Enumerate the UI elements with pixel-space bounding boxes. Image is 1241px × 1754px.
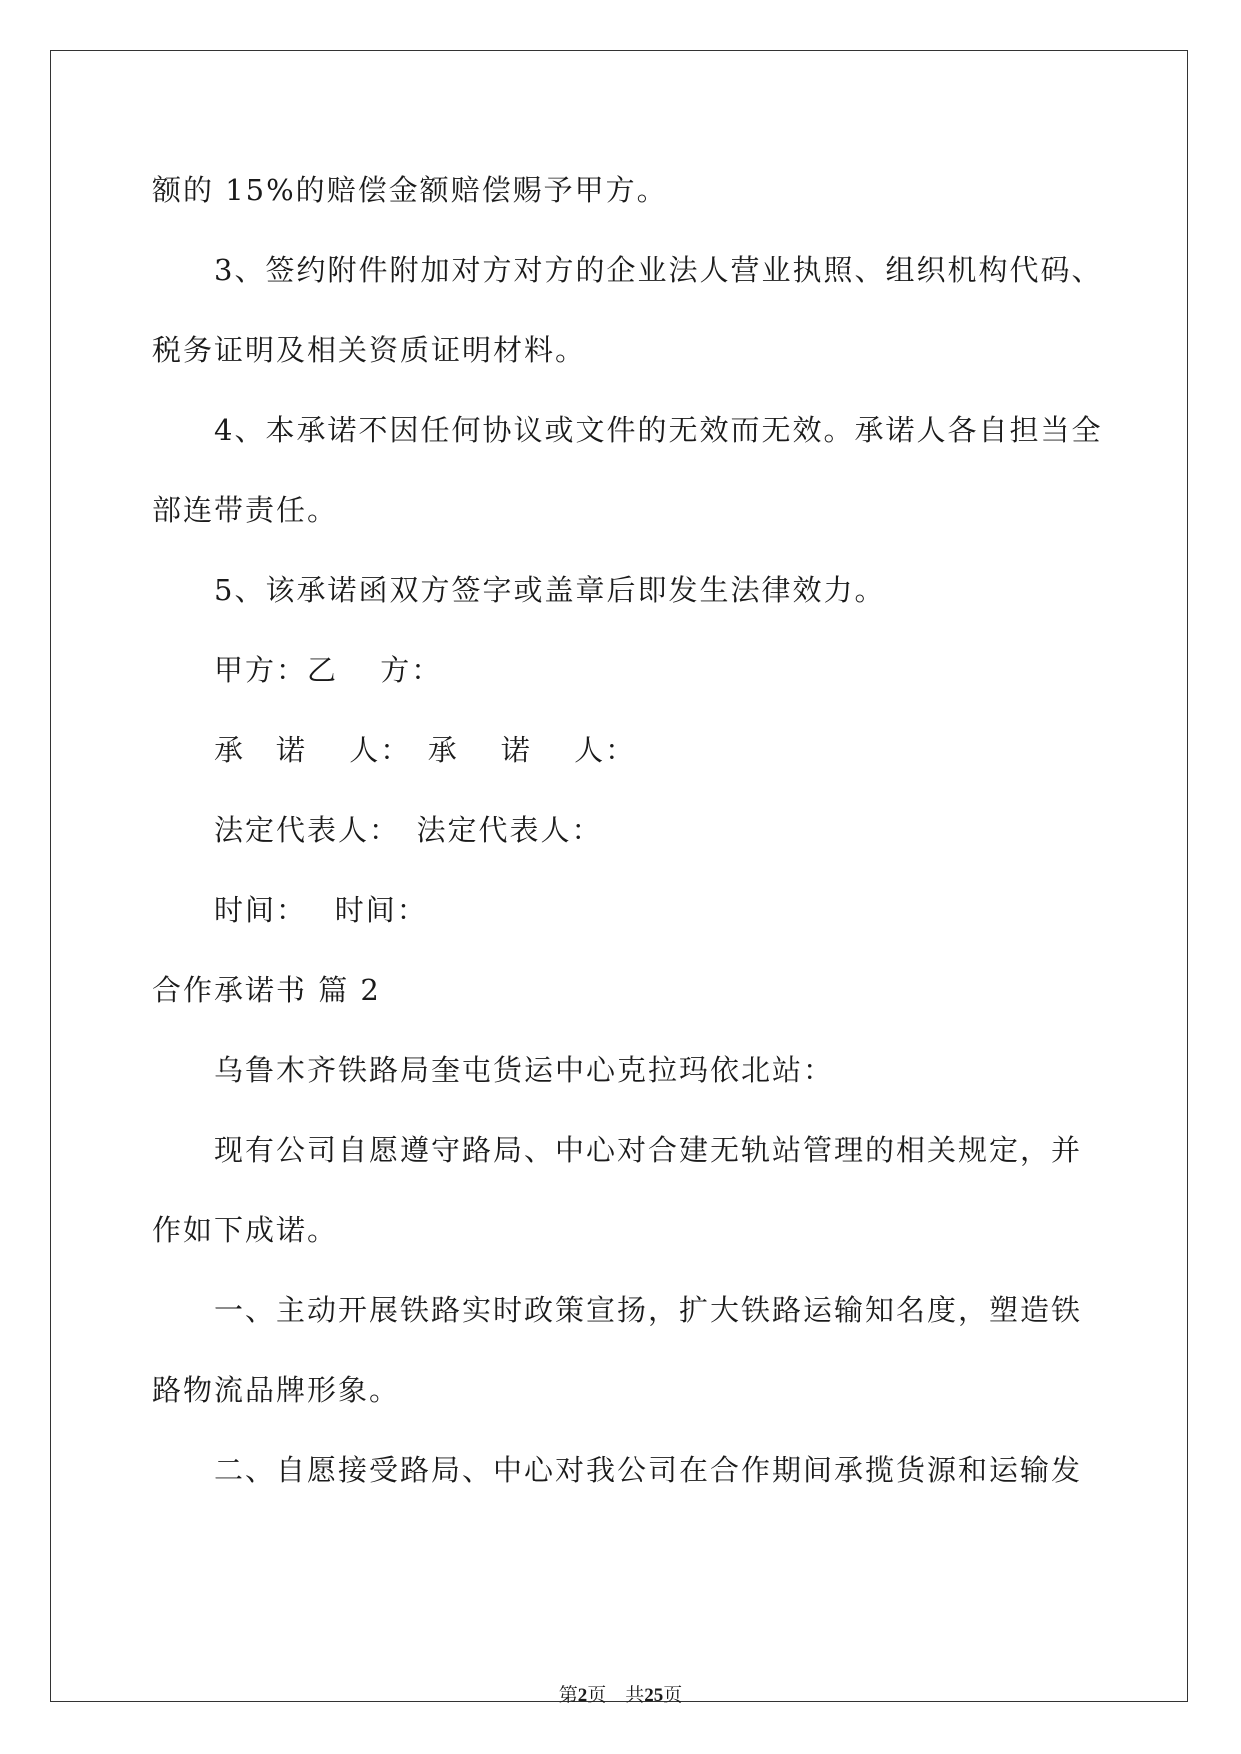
text-line: 路物流品牌形象。: [152, 1373, 401, 1407]
text-line: 一、主动开展铁路实时政策宣扬，扩大铁路运输知名度，塑造铁: [214, 1293, 1083, 1327]
text-line: 额的 15%的赔偿金额赔偿赐予甲方。: [152, 173, 668, 207]
total-page-number: 25: [644, 1685, 664, 1706]
text-line: 甲方：乙 方：: [214, 653, 443, 687]
text-line: 时间： 时间：: [214, 893, 428, 927]
page-footer: [0, 1680, 1241, 1707]
text-line: 3、签约附件附加对方对方的企业法人营业执照、组织机构代码、: [214, 253, 1103, 287]
footer-mid: 页 共: [587, 1685, 645, 1706]
section-heading: 合作承诺书 篇 2: [152, 973, 381, 1007]
text-line: 4、本承诺不因任何协议或文件的无效而无效。承诺人各自担当全: [214, 413, 1103, 447]
text-line: 部连带责任。: [152, 493, 339, 527]
text-line: 税务证明及相关资质证明材料。: [152, 333, 587, 367]
footer-prefix: 第: [558, 1685, 578, 1706]
text-line: 法定代表人： 法定代表人：: [214, 813, 603, 847]
text-line: 作如下成诺。: [152, 1213, 339, 1247]
text-line: 乌鲁木齐铁路局奎屯货运中心克拉玛依北站：: [214, 1053, 835, 1087]
text-line: 二、自愿接受路局、中心对我公司在合作期间承揽货源和运输发: [214, 1453, 1083, 1487]
footer-suffix: 页: [663, 1685, 683, 1706]
text-line: 现有公司自愿遵守路局、中心对合建无轨站管理的相关规定，并: [214, 1133, 1083, 1167]
current-page-number: 2: [577, 1685, 588, 1706]
text-line: 承 诺 人： 承 诺 人：: [214, 733, 637, 767]
text-line: 5、该承诺函双方签字或盖章后即发生法律效力。: [214, 573, 886, 607]
